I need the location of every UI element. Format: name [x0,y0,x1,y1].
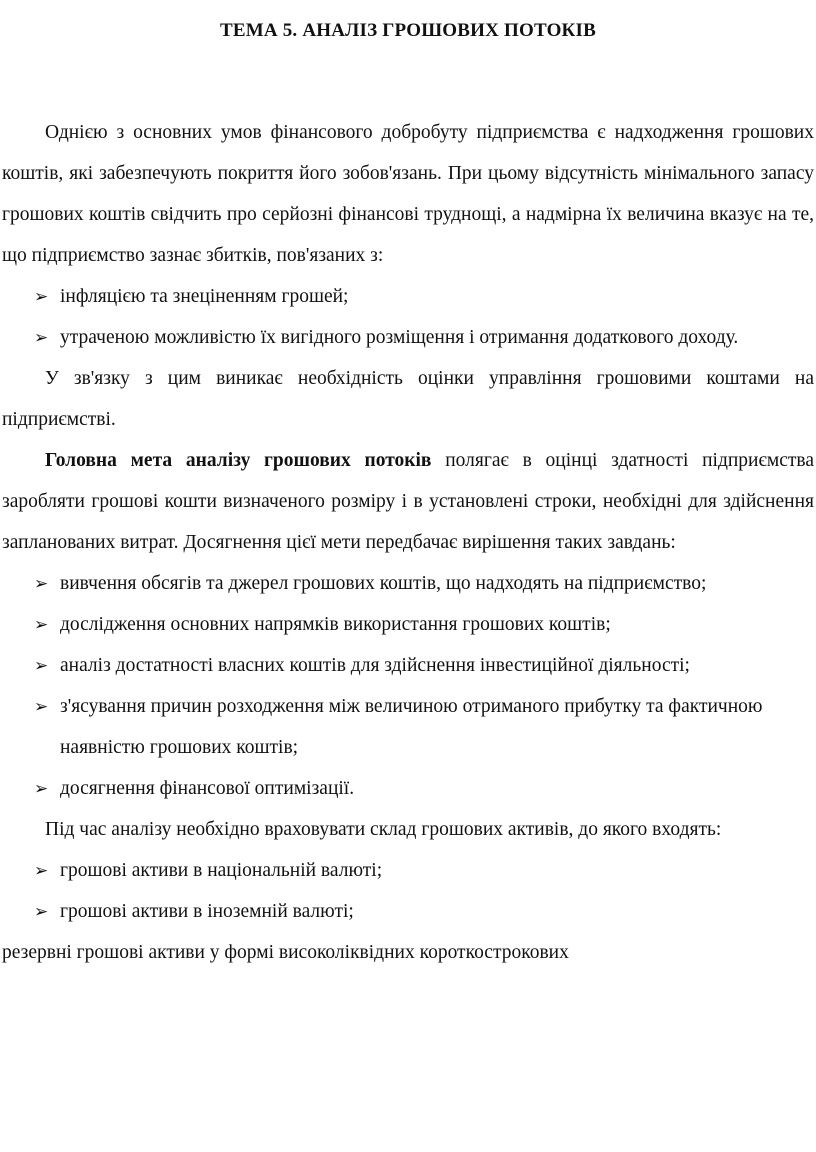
list-item-text: вивчення обсягів та джерел грошових коштів, що надходять на підприємство; [60,573,707,594]
necessity-paragraph: У зв'язку з цим виникає необхідність оцінки управління грошовими коштами на підприємстві. [2,368,814,430]
list-item [2,768,814,809]
arrowhead-bullet-icon: ➢ [34,287,49,306]
list-item-text: з'ясування причин розходження між величиною отриманого прибутку та фактичною наявністю грошових коштів; [60,696,763,758]
list-item [2,645,814,686]
list-item-text: дослідження основних напрямків використання грошових коштів; [60,614,611,635]
arrowhead-bullet-icon: ➢ [34,656,49,675]
list-item [2,686,814,768]
document-body [2,112,814,973]
intro-paragraph: Однією з основних умов фінансового добробуту підприємства є надходження грошових коштів, які забезпечують покриття його зобов'язань. При цьому відсутність мінімального запасу грошових коштів свідчить про серйозні фінансові труднощі, а надмірна їх величина вказує на те, що підприємство зазнає збитків, пов'язаних з: [2,122,814,266]
list-item-text: грошові активи в іноземній валюті; [60,901,354,922]
list-item [2,850,814,891]
assets-paragraph: Під час аналізу необхідно враховувати склад грошових активів, до якого входять: [45,819,722,840]
goal-paragraph [2,440,814,563]
list-item [2,563,814,604]
tasks-list [2,563,814,809]
arrowhead-bullet-icon: ➢ [34,779,49,798]
consequences-list [2,276,814,358]
assets-list [2,850,814,932]
list-item [2,276,814,317]
arrowhead-bullet-icon: ➢ [34,615,49,634]
goal-text: полягає в оцінці здатності підприємства заробляти грошові кошти визначеного розміру і в установлені строки, необхідні для здійснення запланованих витрат. Досягнення цієї мети передбачає вирішення таких завдань: [2,450,814,553]
arrowhead-bullet-icon: ➢ [34,697,49,716]
list-item-text: аналіз достатності власних коштів для здійснення інвестиційної діяльності; [60,655,690,676]
page-title: ТЕМА 5. АНАЛІЗ ГРОШОВИХ ПОТОКІВ [219,20,597,41]
goal-heading-bold: Головна мета аналізу грошових потоків [45,450,432,471]
list-item [2,604,814,645]
arrowhead-bullet-icon: ➢ [34,328,49,347]
list-item-text: інфляцією та знеціненням грошей; [60,286,349,307]
list-item [2,891,814,932]
list-item-text: грошові активи в національній валюті; [60,860,383,881]
list-item-text: утраченою можливістю їх вигідного розміщення і отримання додаткового доходу. [60,327,739,348]
arrowhead-bullet-icon: ➢ [34,574,49,593]
reserve-assets-line: резервні грошові активи у формі високоліквідних короткострокових [2,942,569,963]
arrowhead-bullet-icon: ➢ [34,861,49,880]
arrowhead-bullet-icon: ➢ [34,902,49,921]
list-item [2,317,814,358]
list-item-text: досягнення фінансової оптимізації. [60,778,355,799]
